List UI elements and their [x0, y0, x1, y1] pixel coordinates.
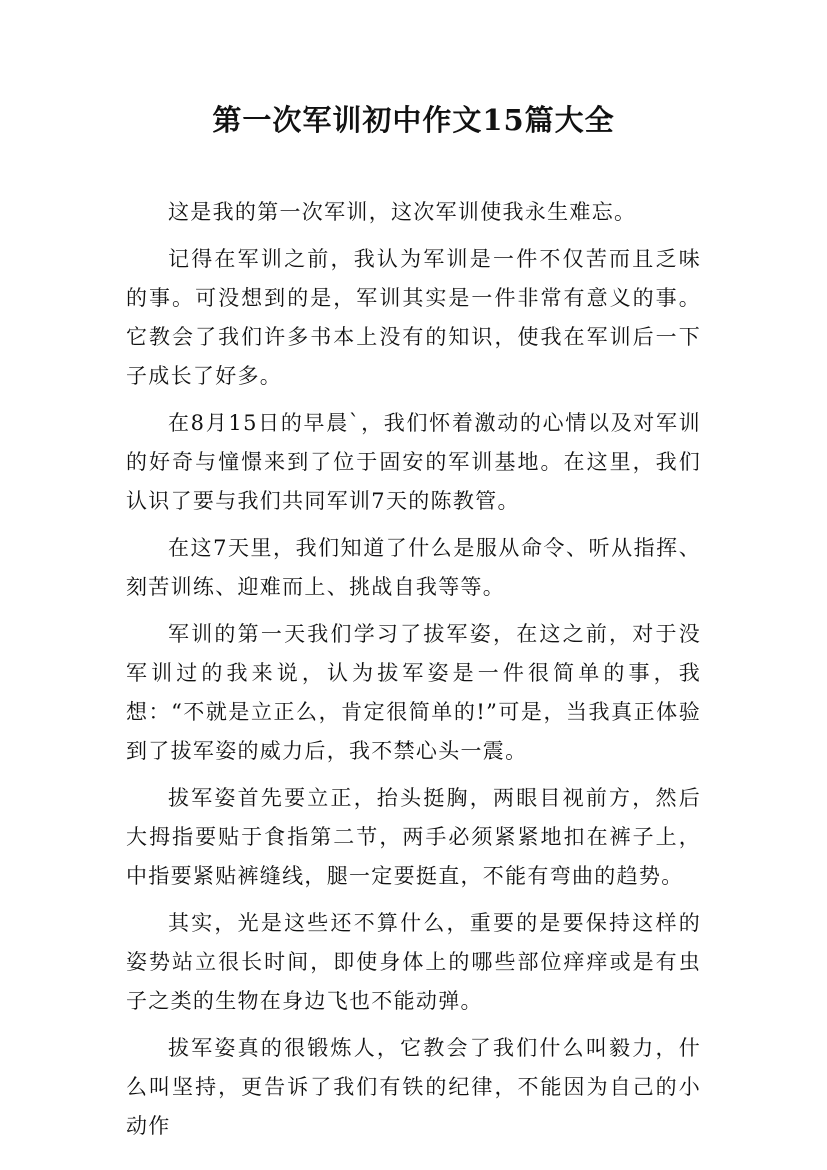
paragraph-2: 记得在军训之前，我认为军训是一件不仅苦而且乏味的事。可没想到的是，军训其实是一件非常有意义的事。它教会了我们许多书本上没有的知识，使我在军训后一下子成长了好多。 [126, 247, 701, 388]
paragraph-6: 拔军姿首先要立正，抬头挺胸，两眼目视前方，然后大拇指要贴于食指第二节，两手必须紧紧地扣在裤子上，中指要紧贴裤缝线，腿一定要挺直，不能有弯曲的趋势。 [126, 786, 701, 888]
paragraph-1: 这是我的第一次军训，这次军训使我永生难忘。 [168, 200, 637, 224]
document-body [126, 193, 701, 1154]
paragraph-4: 在这7天里，我们知道了什么是服从命令、听从指挥、刻苦训练、迎难而上、挑战自我等等。 [126, 536, 701, 599]
paragraph-8: 拔军姿真的很锻炼人，它教会了我们什么叫毅力，什么叫坚持，更告诉了我们有铁的纪律，不能因为自己的小动作 [126, 1036, 701, 1138]
paragraph-7: 其实，光是这些还不算什么，重要的是要保持这样的姿势站立很长时间，即使身体上的哪些部位痒痒或是有虫子之类的生物在身边飞也不能动弹。 [126, 911, 701, 1013]
document-title: 第一次军训初中作文15篇大全 [212, 103, 615, 137]
paragraph-3: 在8月15日的早晨`，我们怀着激动的心情以及对军训的好奇与憧憬来到了位于固安的军训基地。在这里，我们认识了要与我们共同军训7天的陈教管。 [126, 411, 701, 513]
paragraph-5: 军训的第一天我们学习了拔军姿，在这之前，对于没军训过的我来说，认为拔军姿是一件很简单的事，我想：“不就是立正么，肯定很简单的!”可是，当我真正体验到了拔军姿的威力后，我不禁心头一震。 [126, 622, 701, 763]
